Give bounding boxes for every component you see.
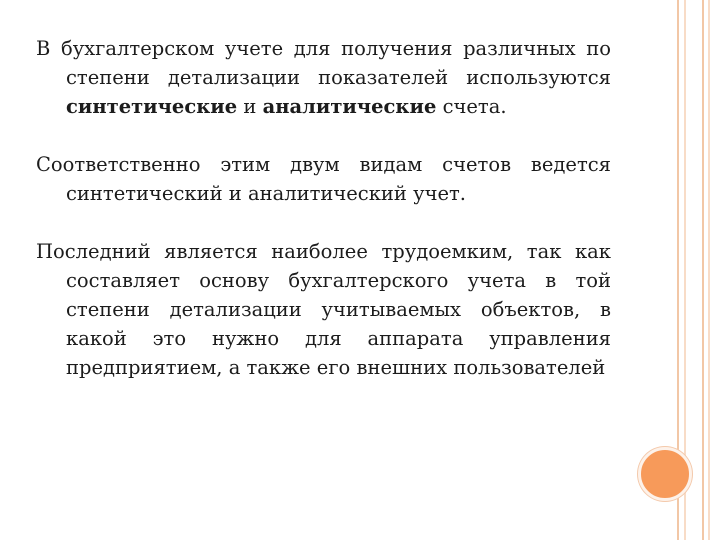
paragraph-text: и: [237, 95, 263, 118]
paragraph-text: счета.: [436, 95, 507, 118]
bold-term-synthetic: синтетические: [66, 95, 238, 118]
paragraph-accounting-types: Соответственно этим двум видам счетов ведется синтетический и аналитический учет.: [36, 153, 611, 205]
paragraph-accounts: [36, 34, 611, 121]
paragraph-text: В бухгалтерском учете для получения различных по степени детализации показателей используются: [36, 37, 611, 89]
slide-body: [36, 34, 611, 382]
bold-term-analytic: аналитические: [262, 95, 437, 118]
paragraph-analytic-details: Последний является наиболее трудоемким, так как составляет основу бухгалтерского учета в той степени детализации учитываемых объектов, в какой это нужно для аппарата управления предприятием, а также его внешних пользователей: [36, 240, 611, 379]
frame-line: [702, 0, 704, 540]
orange-circle-decoration: [638, 447, 692, 501]
frame-line: [708, 0, 710, 540]
